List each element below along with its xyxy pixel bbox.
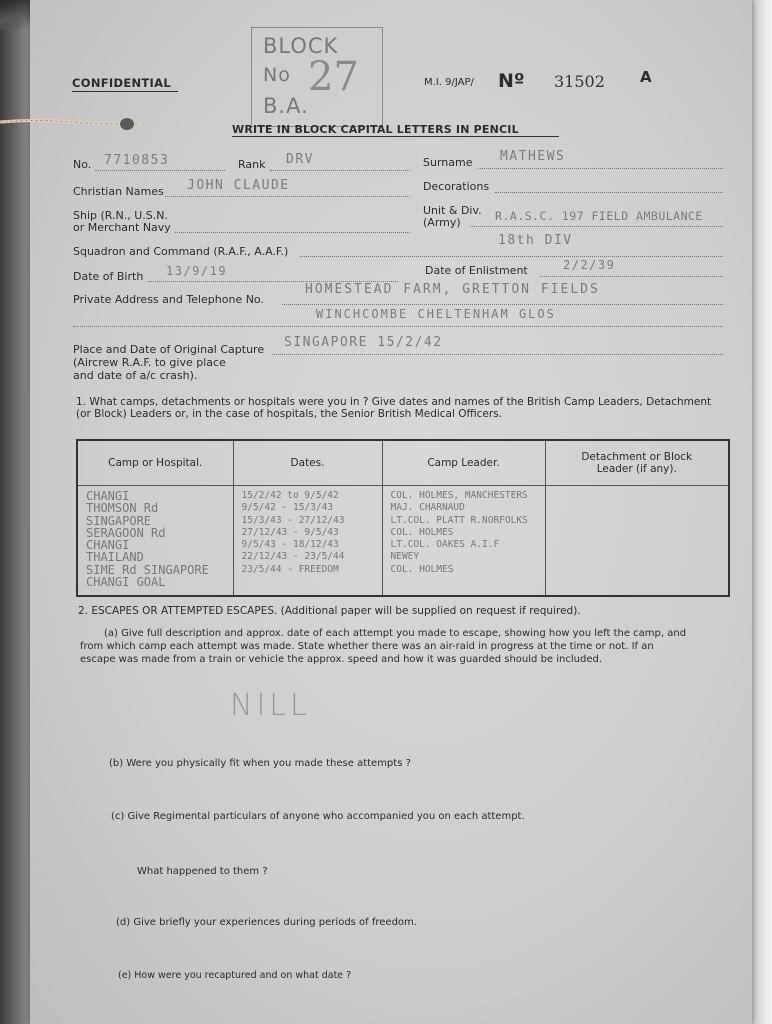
camps-table (76, 439, 730, 597)
address-value-2: WINCHCOMBE CHELTENHAM GLOS (316, 307, 556, 321)
q2-c-followup: What happened to them ? (137, 866, 268, 877)
detachment-leaders-list (545, 486, 729, 597)
q1-text-1: 1. What camps, detachments or hospitals were you in ? Give dates and names of the British Camp Leaders, Detachment (76, 396, 712, 408)
serial-number-value: 31502 (554, 72, 605, 91)
dates-list (233, 486, 382, 597)
block-stamp (251, 27, 383, 127)
address-label: Private Address and Telephone No. (73, 293, 264, 306)
capture-value: SINGAPORE 15/2/42 (284, 335, 443, 350)
address-line-2 (73, 326, 723, 327)
ship-label-1: Ship (R.N., U.S.N. (73, 209, 168, 222)
enlistment-value: 2/2/39 (563, 258, 616, 272)
camps-table-body (77, 486, 729, 597)
header-dates: Dates. (233, 440, 382, 486)
escape-answer: NILL (230, 688, 311, 723)
page-stack-edge (750, 0, 772, 1024)
rank-value: DRV (286, 152, 314, 167)
no-value: 7710853 (104, 153, 170, 168)
no-label: No. (73, 158, 92, 171)
capture-label-2: (Aircrew R.A.F. to give place (73, 356, 226, 369)
mi-reference: M.I. 9/JAP/ (424, 77, 474, 88)
confidential-heading: CONFIDENTIAL (72, 76, 171, 90)
decorations-line (495, 192, 723, 193)
camps-table-header (77, 440, 729, 486)
dob-label: Date of Birth (73, 270, 144, 283)
confidential-underline (72, 91, 178, 92)
instruction-underline (232, 136, 559, 137)
christian-names-label: Christian Names (73, 185, 164, 198)
q2-a-line-1: (a) Give full description and approx. date of each attempt you made to escape, showing how you left the camp, and (104, 628, 687, 639)
stamp-line-1: BLOCK (263, 34, 339, 58)
header-camp-or-hospital: Camp or Hospital. (77, 440, 233, 486)
stamp-line-2: No (263, 64, 291, 86)
decorations-label: Decorations (423, 180, 490, 193)
surname-label: Surname (423, 156, 473, 169)
address-line-1 (282, 304, 723, 305)
dates-text: 15/2/42 to 9/5/42 9/5/42 - 15/3/43 15/3/43 - 27/12/43 27/12/43 - 9/5/43 9/5/43 - 18/12/43 22/12/43 - 23/5/44 23/5/44 - FREEDOM (241, 490, 345, 575)
ship-line (175, 232, 410, 233)
q2-a-line-3: escape was made from a train or vehicle the approx. speed and how it was guarded should be included. (80, 654, 603, 665)
header-detachment-leader (545, 440, 729, 486)
squadron-label: Squadron and Command (R.A.F., A.A.F.) (73, 245, 289, 258)
surname-line (478, 168, 723, 169)
camps-text: CHANGI THOMSON Rd SINGAPORE SERAGOON Rd CHANGI THAILAND SIME Rd SINGAPORE CHANGI GOAL (86, 489, 209, 590)
unit-value-1: R.A.S.C. 197 FIELD AMBULANCE (495, 209, 703, 223)
ship-label-2: or Merchant Navy (73, 221, 171, 234)
q2-c: (c) Give Regimental particulars of anyone who accompanied you on each attempt. (111, 811, 525, 822)
christian-names-value: JOHN CLAUDE (187, 178, 290, 193)
rank-label: Rank (238, 158, 266, 171)
christian-names-line (165, 196, 410, 197)
unit-line (470, 226, 723, 227)
leaders-text: COL. HOLMES, MANCHESTERS MAJ. CHARNAUD LT.COL. PLATT R.NORFOLKS COL. HOLMES LT.COL. OAKES A.I.F NEWEY COL. HOLMES (390, 490, 528, 575)
dob-value: 13/9/19 (166, 264, 228, 278)
pencil-instruction: WRITE IN BLOCK CAPITAL LETTERS IN PENCIL (232, 123, 519, 136)
q2-e: (e) How were you recaptured and on what date ? (118, 970, 352, 981)
camps-list (77, 486, 233, 597)
enlistment-label: Date of Enlistment (425, 264, 528, 277)
stamp-line-3: B.A. (263, 94, 309, 118)
squadron-line (300, 256, 723, 257)
q2-b: (b) Were you physically fit when you made these attempts ? (109, 758, 411, 769)
leaders-list (382, 486, 545, 597)
serial-number-label: Nº (498, 70, 525, 92)
surname-value: MATHEWS (500, 149, 566, 164)
unit-label-1: Unit & Div. (423, 204, 482, 217)
header-detachment-line-1: Detachment or Block (581, 451, 693, 463)
header-camp-leader: Camp Leader. (382, 440, 545, 486)
tie-string (0, 117, 140, 127)
capture-line (272, 354, 723, 355)
capture-label-3: and date of a/c crash). (73, 369, 198, 382)
header-detachment-line-2: Leader (if any). (596, 463, 677, 475)
q2-a-line-2: from which camp each attempt was made. State whether there was an air-raid in progress at the time or not. If an (80, 641, 654, 652)
q2-title: 2. ESCAPES OR ATTEMPTED ESCAPES. (Additional paper will be supplied on request if required). (78, 605, 581, 617)
rank-line (270, 170, 410, 171)
unit-label-2: (Army) (423, 216, 461, 229)
capture-label-1: Place and Date of Original Capture (73, 343, 265, 356)
punch-hole (120, 118, 134, 130)
enlistment-line (540, 276, 723, 277)
unit-value-2: 18th DIV (498, 233, 573, 248)
address-value-1: HOMESTEAD FARM, GRETTON FIELDS (305, 282, 600, 297)
q1-text-2: (or Block) Leaders or, in the case of hospitals, the Senior British Medical Officers. (76, 408, 503, 420)
serial-number-suffix: A (640, 68, 652, 86)
stamp-number: 27 (308, 54, 359, 100)
no-line (95, 170, 225, 171)
q2-d: (d) Give briefly your experiences during periods of freedom. (116, 917, 417, 928)
